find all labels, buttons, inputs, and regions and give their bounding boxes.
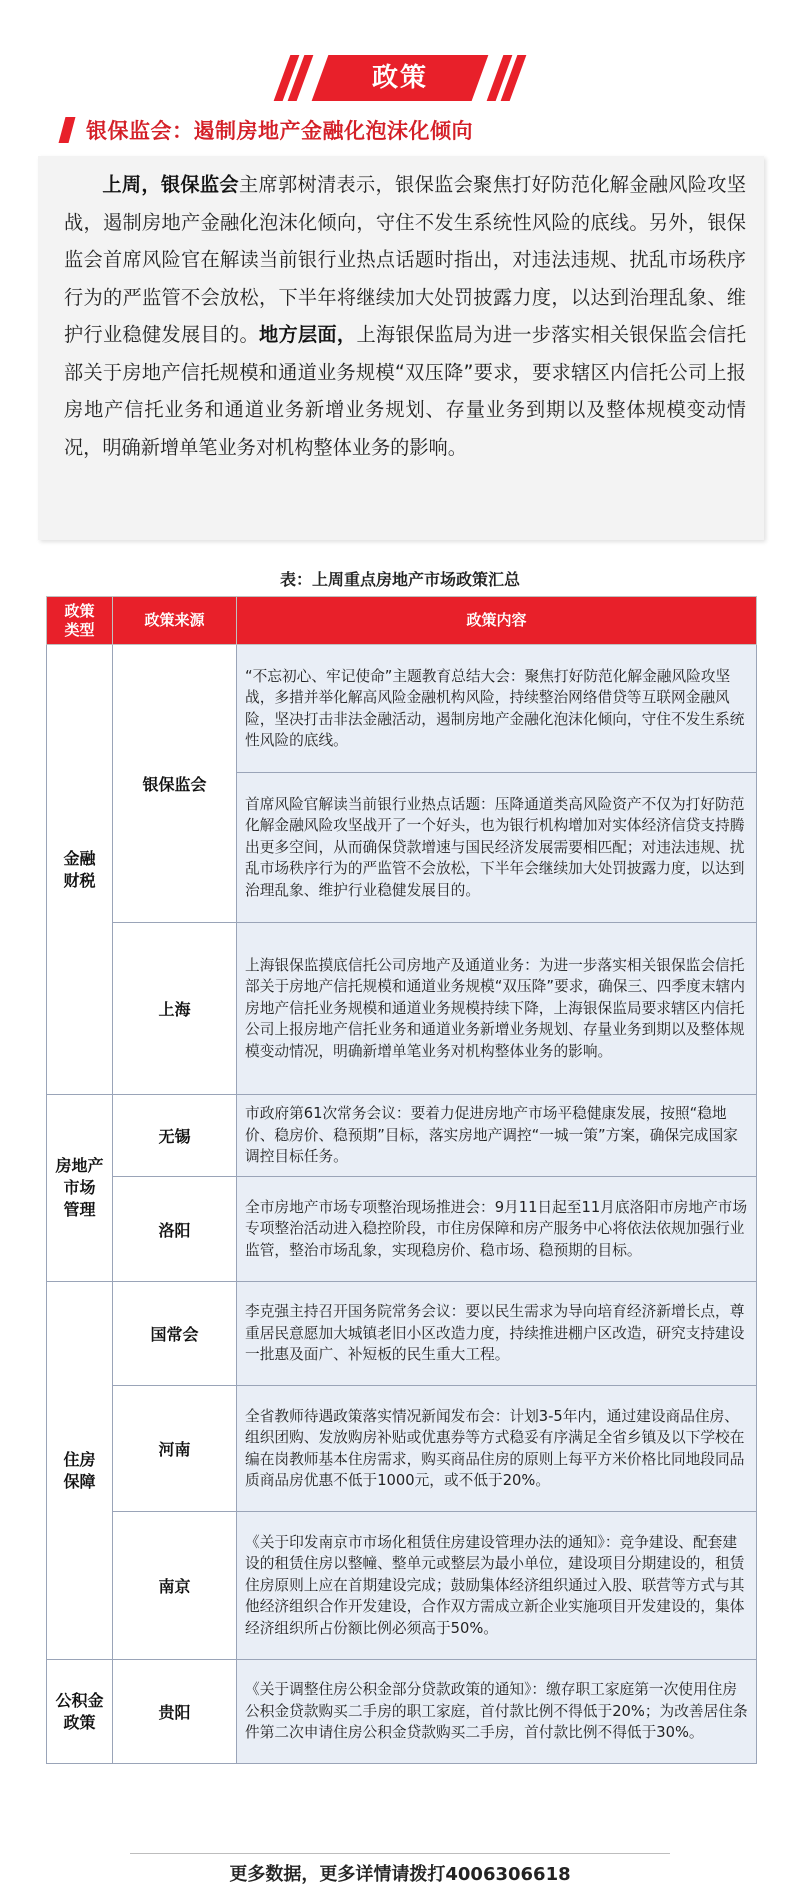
- content-cell: 上海银保监摸底信托公司房地产及通道业务：为进一步落实相关银保监会信托部关于房地产信托规模和通道业务规模“双压降”要求，确保三、四季度末辖内房地产信托业务规模和通道业务规模持续下降，上海银保监局要求辖区内信托公司上报房地产信托业务和通道业务新增业务规划、存量业务到期以及整体规模变动情况，明确新增单笔业务对机构整体业务的影响。: [237, 923, 757, 1095]
- intro-mid-bold: 地方层面，: [258, 323, 357, 346]
- table-row: [47, 1386, 757, 1512]
- intro-lead-bold: 上周，银保监会: [102, 173, 239, 196]
- content-cell: 全市房地产市场专项整治现场推进会：9月11日起至11月底洛阳市房地产市场专项整治活动进入稳控阶段，市住房保障和房产服务中心将依法依规加强行业监管，整治市场乱象，实现稳房价、稳市场、稳预期的目标。: [237, 1177, 757, 1282]
- source-luoyang: 洛阳: [113, 1177, 237, 1282]
- table-row: [47, 1095, 757, 1177]
- table-row: [47, 1282, 757, 1386]
- table-row: [47, 1512, 757, 1660]
- headline-text: 银保监会：遏制房地产金融化泡沫化倾向: [86, 119, 473, 143]
- header-type: 政策 类型: [47, 597, 113, 645]
- table-row: [47, 1177, 757, 1282]
- type-housing: 住房 保障: [47, 1282, 113, 1660]
- section-banner: [290, 55, 510, 101]
- table-row: [47, 645, 757, 773]
- headline-marker: [59, 117, 76, 143]
- intro-part2: 上海银保监局为进一步落实相关银保监会信托部关于房地产信托规模和通道业务规模“双压降”要求，要求辖区内信托公司上报房地产信托业务和通道业务新增业务规划、存量业务到期以及整体规模变动情况，明确新增单笔业务对机构整体业务的影响。: [64, 323, 747, 459]
- type-finance: 金融 财税: [47, 645, 113, 1095]
- banner-title: 政策: [371, 63, 428, 93]
- type-fund: 公积金 政策: [47, 1660, 113, 1764]
- intro-box: [38, 156, 764, 540]
- table-header-row: [47, 597, 757, 645]
- source-cbirc: 银保监会: [113, 645, 237, 923]
- table-row: [47, 1660, 757, 1764]
- source-henan: 河南: [113, 1386, 237, 1512]
- content-cell: 首席风险官解读当前银行业热点话题：压降通道类高风险资产不仅为打好防范化解金融风险攻坚战开了一个好头，也为银行机构增加对实体经济信贷支持腾出更多空间，从而确保贷款增速与国民经济发展需要相匹配；对违法违规、扰乱市场秩序行为的严监管不会放松，下半年会继续加大处罚披露力度，以达到治理乱象、维护行业稳健发展目的。: [237, 773, 757, 923]
- source-state-council: 国常会: [113, 1282, 237, 1386]
- content-cell: 市政府第61次常务会议：要着力促进房地产市场平稳健康发展，按照“稳地价、稳房价、稳预期”目标，落实房地产调控“一城一策”方案，确保完成国家调控目标任务。: [237, 1095, 757, 1177]
- headline: [62, 116, 473, 144]
- table-caption: 表：上周重点房地产市场政策汇总: [279, 570, 520, 589]
- content-cell: 《关于印发南京市市场化租赁住房建设管理办法的通知》：竞争建设、配套建设的租赁住房以整幢、整单元或整层为最小单位，建设项目分期建设的，租赁住房原则上应在首期建设完成；鼓励集体经济组织通过入股、联营等方式与其他经济组织合作开发建设，合作双方需成立新企业实施项目开发建设的，集体经济组织所占份额比例必须高于50%。: [237, 1512, 757, 1660]
- content-cell: 李克强主持召开国务院常务会议：要以民生需求为导向培育经济新增长点，尊重居民意愿加大城镇老旧小区改造力度，持续推进棚户区改造，研究支持建设一批惠及面广、补短板的民生重大工程。: [237, 1282, 757, 1386]
- intro-part1: 主席郭树清表示，银保监会聚焦打好防范化解金融风险攻坚战，遏制房地产金融化泡沫化倾向，守住不发生系统性风险的底线。另外，银保监会首席风险官在解读当前银行业热点话题时指出，对违法违规、扰乱市场秩序行为的严监管不会放松，下半年将继续加大处罚披露力度，以达到治理乱象、维护行业稳健发展目的。: [64, 173, 747, 346]
- header-content: 政策内容: [237, 597, 757, 645]
- source-nanjing: 南京: [113, 1512, 237, 1660]
- type-market: 房地产 市场 管理: [47, 1095, 113, 1282]
- source-guiyang: 贵阳: [113, 1660, 237, 1764]
- footer-divider: [130, 1853, 670, 1854]
- intro-paragraph: [64, 166, 746, 466]
- source-wuxi: 无锡: [113, 1095, 237, 1177]
- table-row: [47, 923, 757, 1095]
- policy-table: [46, 596, 757, 1764]
- header-source: 政策来源: [113, 597, 237, 645]
- content-cell: “不忘初心、牢记使命”主题教育总结大会：聚焦打好防范化解金融风险攻坚战，多措并举化解高风险金融机构风险，持续整治网络借贷等互联网金融风险，坚决打击非法金融活动，遏制房地产金融化泡沫化倾向，守住不发生系统性风险的底线。: [237, 645, 757, 773]
- footer-contact: 更多数据，更多详情请拨打4006306618: [229, 1864, 571, 1885]
- content-cell: 全省教师待遇政策落实情况新闻发布会：计划3-5年内，通过建设商品住房、组织团购、发放购房补贴或优惠券等方式稳妥有序满足全省乡镇及以下学校在编在岗教师基本住房需求，购买商品住房的原则上每平方米价格比同地段同品质商品房优惠不低于1000元，或不低于20%。: [237, 1386, 757, 1512]
- content-cell: 《关于调整住房公积金部分贷款政策的通知》：缴存职工家庭第一次使用住房公积金贷款购买二手房的职工家庭，首付款比例不得低于20%；为改善居住条件第二次申请住房公积金贷款购买二手房，首付款比例不得低于30%。: [237, 1660, 757, 1764]
- banner-stripes-right: [480, 55, 520, 101]
- source-shanghai: 上海: [113, 923, 237, 1095]
